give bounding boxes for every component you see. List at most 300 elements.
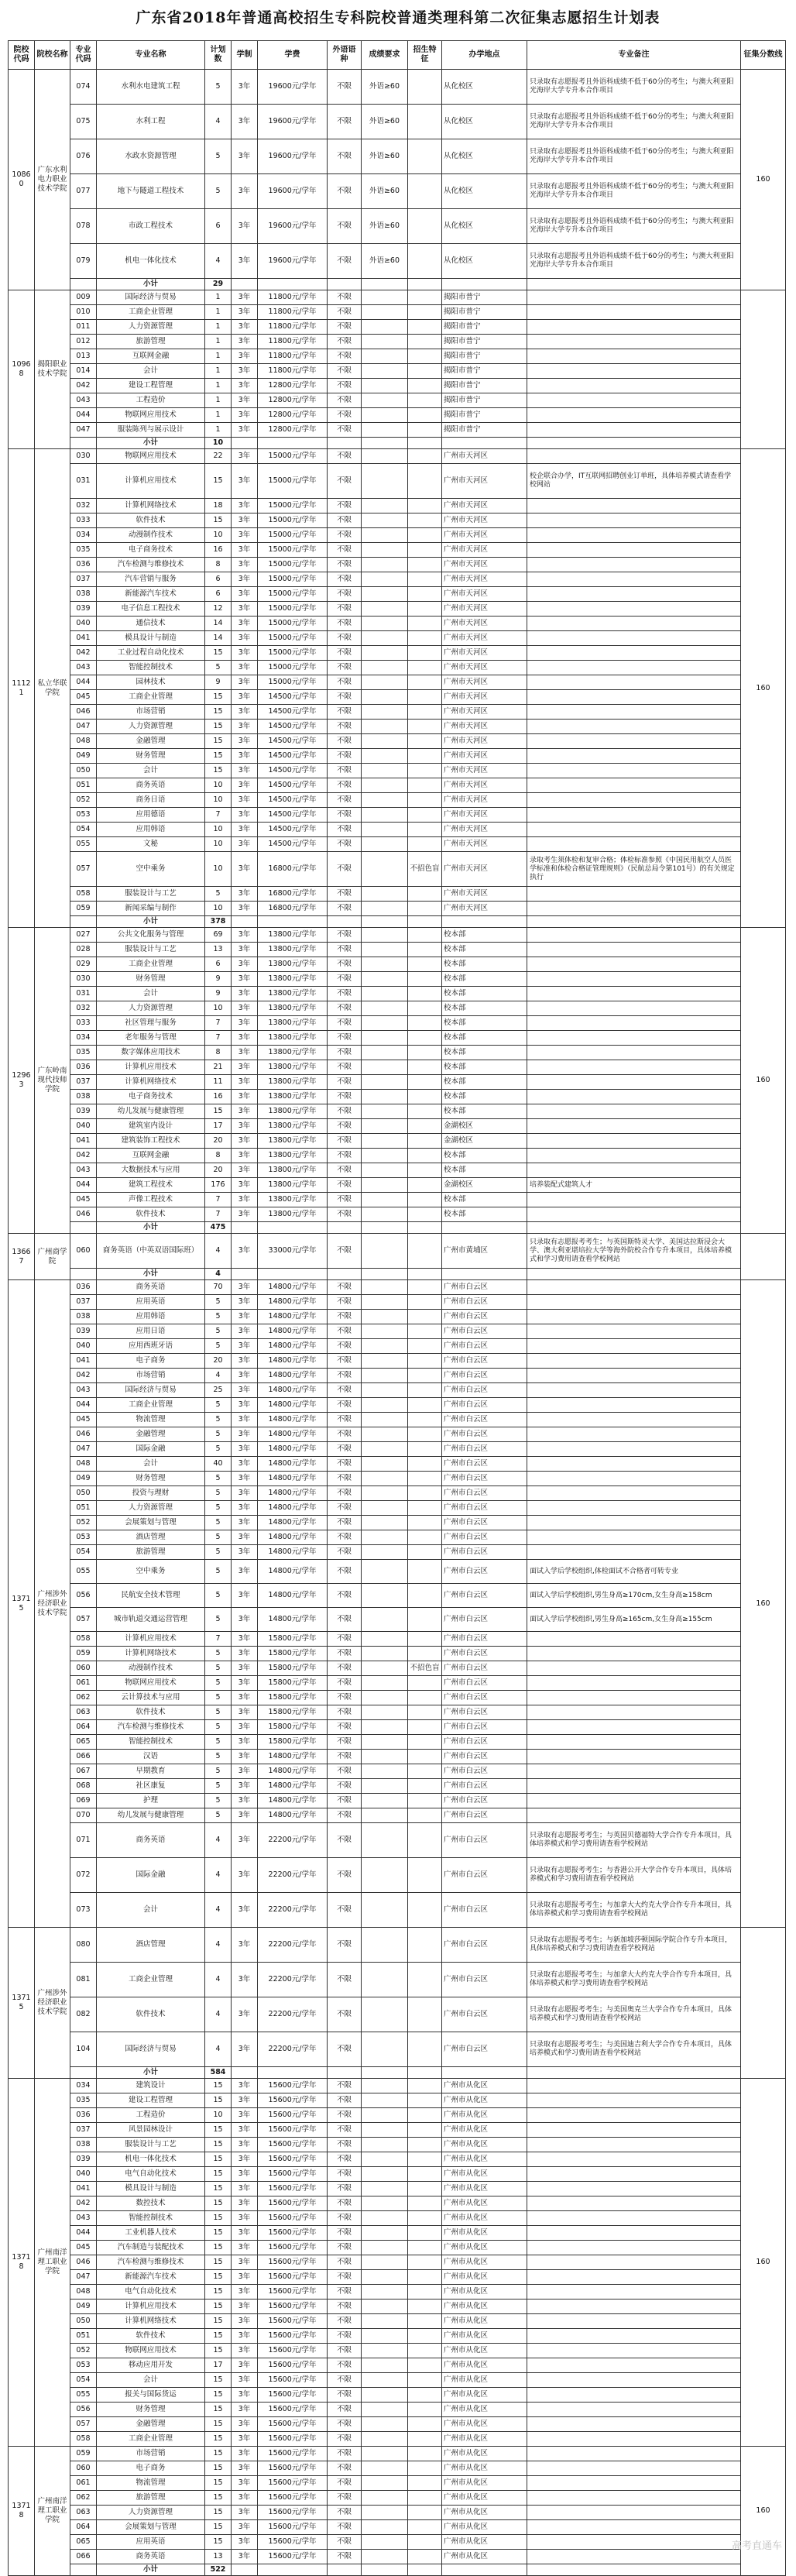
admission-feature	[408, 1720, 442, 1735]
major-code: 038	[70, 2138, 97, 2152]
table-row	[9, 1661, 786, 1676]
tuition: 13800元/学年	[258, 1134, 328, 1149]
score-requirement	[362, 1060, 408, 1075]
major-code: 051	[70, 778, 97, 793]
campus: 广州市白云区	[442, 1295, 527, 1310]
admission-feature	[408, 2550, 442, 2564]
campus: 从化校区	[442, 139, 527, 174]
table-row	[9, 1354, 786, 1369]
campus: 广州市从化区	[442, 2211, 527, 2226]
score-requirement	[362, 1735, 408, 1750]
col-header: 成绩要求	[362, 41, 408, 70]
table-row	[9, 705, 786, 720]
score-requirement	[362, 1001, 408, 1016]
major-note: 面试入学后学校组织,男生身高≥170cm,女生身高≥158cm	[527, 1584, 741, 1608]
major-name: 计算机应用技术	[97, 2300, 205, 2314]
language: 不限	[328, 1090, 362, 1104]
score-requirement	[362, 2270, 408, 2285]
major-code: 037	[70, 1075, 97, 1090]
language: 不限	[328, 1149, 362, 1163]
tuition: 14800元/学年	[258, 1427, 328, 1442]
plan-count: 15	[205, 2138, 232, 2152]
empty-cell	[258, 438, 328, 449]
score-requirement	[362, 2138, 408, 2152]
major-note: 只录取有志愿报考且外语科成绩不低于60分的考生；与澳大利亚阳光海岸大学专升本合作项目	[527, 174, 741, 209]
major-note	[527, 675, 741, 690]
language: 不限	[328, 2226, 362, 2241]
subtotal-value: 4	[205, 1269, 232, 1280]
admission-feature	[408, 1369, 442, 1383]
plan-count: 15	[205, 720, 232, 734]
table-row	[9, 1295, 786, 1310]
major-note	[527, 2285, 741, 2300]
table-row	[9, 1234, 786, 1269]
major-note	[527, 2432, 741, 2447]
major-name: 物联网应用技术	[97, 1676, 205, 1691]
admission-feature	[408, 2211, 442, 2226]
duration: 3年	[232, 2506, 258, 2520]
language: 不限	[328, 379, 362, 393]
campus: 校本部	[442, 1163, 527, 1178]
major-code: 060	[70, 2461, 97, 2476]
table-row	[9, 1149, 786, 1163]
table-row	[9, 209, 786, 244]
duration: 3年	[232, 2314, 258, 2329]
major-code: 078	[70, 209, 97, 244]
col-header: 计划数	[205, 41, 232, 70]
major-name: 旅游管理	[97, 1545, 205, 1560]
major-note	[527, 543, 741, 558]
major-code: 049	[70, 1472, 97, 1486]
admission-feature	[408, 1295, 442, 1310]
duration: 3年	[232, 690, 258, 705]
table-row	[9, 734, 786, 749]
duration: 3年	[232, 617, 258, 631]
campus: 广州市从化区	[442, 2182, 527, 2196]
major-name: 护理	[97, 1794, 205, 1808]
major-code: 033	[70, 1016, 97, 1031]
admission-feature	[408, 1705, 442, 1720]
plan-count: 4	[205, 1893, 232, 1928]
plan-count: 8	[205, 1149, 232, 1163]
col-header: 学制	[232, 41, 258, 70]
score-requirement	[362, 823, 408, 837]
tuition: 11800元/学年	[258, 349, 328, 364]
tuition: 14800元/学年	[258, 1501, 328, 1516]
score-requirement	[362, 1808, 408, 1823]
tuition: 15600元/学年	[258, 2506, 328, 2520]
major-note: 只录取有志愿报考且外语科成绩不低于60分的考生；与澳大利亚阳光海岸大学专升本合作项目	[527, 70, 741, 105]
language: 不限	[328, 2211, 362, 2226]
language: 不限	[328, 764, 362, 778]
score-requirement	[362, 1661, 408, 1676]
major-name: 金融管理	[97, 734, 205, 749]
tuition: 15000元/学年	[258, 675, 328, 690]
tuition: 14500元/学年	[258, 823, 328, 837]
score-requirement	[362, 1764, 408, 1779]
major-note	[527, 2211, 741, 2226]
language: 不限	[328, 1383, 362, 1398]
major-code: 080	[70, 1928, 97, 1963]
plan-count: 21	[205, 1060, 232, 1075]
subtotal-row	[9, 2564, 786, 2576]
major-name: 数字媒体应用技术	[97, 1046, 205, 1060]
language: 不限	[328, 139, 362, 174]
score-requirement	[362, 1354, 408, 1369]
campus: 广州市白云区	[442, 1808, 527, 1823]
empty-cell	[70, 2067, 97, 2079]
major-code: 064	[70, 2520, 97, 2535]
score-requirement	[362, 2300, 408, 2314]
admission-feature	[408, 1413, 442, 1427]
table-row	[9, 174, 786, 209]
major-code: 070	[70, 1808, 97, 1823]
campus: 广州市白云区	[442, 1516, 527, 1530]
admission-feature	[408, 1779, 442, 1794]
major-name: 会计	[97, 2373, 205, 2388]
score-requirement	[362, 1134, 408, 1149]
tuition: 11800元/学年	[258, 290, 328, 305]
major-note: 只录取有志愿报考考生；与加拿大大约克大学合作专升本项目，具体培养模式和学习费用请查看学校网站	[527, 1893, 741, 1928]
tuition: 14800元/学年	[258, 1750, 328, 1764]
table-row	[9, 2329, 786, 2344]
admission-feature	[408, 2138, 442, 2152]
duration: 3年	[232, 2241, 258, 2255]
tuition: 15600元/学年	[258, 2226, 328, 2241]
tuition: 13800元/学年	[258, 1001, 328, 1016]
plan-count: 5	[205, 1750, 232, 1764]
campus: 广州市天河区	[442, 631, 527, 646]
major-code: 074	[70, 70, 97, 105]
duration: 3年	[232, 105, 258, 139]
language: 不限	[328, 449, 362, 464]
major-note	[527, 2447, 741, 2461]
plan-count: 6	[205, 572, 232, 587]
tuition: 22200元/学年	[258, 1928, 328, 1963]
score-requirement	[362, 2196, 408, 2211]
table-row	[9, 1691, 786, 1705]
major-name: 服装设计与工艺	[97, 943, 205, 957]
duration: 3年	[232, 749, 258, 764]
major-name: 国际经济与贸易	[97, 2032, 205, 2067]
language: 不限	[328, 661, 362, 675]
admission-feature	[408, 2373, 442, 2388]
major-name: 物流管理	[97, 1413, 205, 1427]
campus: 广州市白云区	[442, 1608, 527, 1632]
duration: 3年	[232, 513, 258, 528]
tuition: 14800元/学年	[258, 1339, 328, 1354]
major-name: 应用德语	[97, 808, 205, 823]
major-name: 计算机应用技术	[97, 1060, 205, 1075]
duration: 3年	[232, 587, 258, 602]
tuition: 15600元/学年	[258, 2461, 328, 2476]
col-header: 征集分数线	[741, 41, 786, 70]
campus: 广州市白云区	[442, 1501, 527, 1516]
score-requirement	[362, 793, 408, 808]
major-code: 027	[70, 928, 97, 943]
admission-feature	[408, 1608, 442, 1632]
duration: 3年	[232, 1031, 258, 1046]
empty-cell	[258, 916, 328, 928]
plan-count: 6	[205, 587, 232, 602]
score-requirement	[362, 2123, 408, 2138]
tuition: 15600元/学年	[258, 2270, 328, 2285]
major-note	[527, 408, 741, 423]
language: 不限	[328, 1501, 362, 1516]
campus: 校本部	[442, 1031, 527, 1046]
language: 不限	[328, 2108, 362, 2123]
tuition: 13800元/学年	[258, 1119, 328, 1134]
language: 不限	[328, 1104, 362, 1119]
tuition: 14500元/学年	[258, 749, 328, 764]
admission-feature	[408, 2241, 442, 2255]
table-row	[9, 793, 786, 808]
campus: 从化校区	[442, 70, 527, 105]
campus: 广州市白云区	[442, 1427, 527, 1442]
admission-feature	[408, 1134, 442, 1149]
admission-feature: 不招色盲	[408, 852, 442, 887]
admission-feature	[408, 617, 442, 631]
major-code: 047	[70, 2270, 97, 2285]
admission-feature	[408, 602, 442, 617]
duration: 3年	[232, 572, 258, 587]
score-requirement	[362, 543, 408, 558]
table-row	[9, 1676, 786, 1691]
tuition: 14500元/学年	[258, 720, 328, 734]
duration: 3年	[232, 305, 258, 320]
admission-feature	[408, 2358, 442, 2373]
major-note	[527, 2403, 741, 2417]
score-requirement	[362, 690, 408, 705]
major-name: 互联网金融	[97, 349, 205, 364]
major-note	[527, 1516, 741, 1530]
language: 不限	[328, 1928, 362, 1963]
duration: 3年	[232, 1858, 258, 1893]
major-code: 049	[70, 2300, 97, 2314]
campus: 校本部	[442, 1046, 527, 1060]
major-note: 只录取有志愿报考考生；与香港公开大学合作专升本项目，具体培养模式和学习费用请查看学校网站	[527, 1858, 741, 1893]
major-code: 058	[70, 2432, 97, 2447]
major-name: 应用韩语	[97, 823, 205, 837]
language: 不限	[328, 587, 362, 602]
major-code: 060	[70, 1661, 97, 1676]
score-requirement	[362, 661, 408, 675]
plan-count: 4	[205, 1963, 232, 1997]
tuition: 14800元/学年	[258, 1457, 328, 1472]
major-name: 水利水电建筑工程	[97, 70, 205, 105]
major-note	[527, 943, 741, 957]
tuition: 14800元/学年	[258, 1472, 328, 1486]
campus: 广州市白云区	[442, 1997, 527, 2032]
language: 不限	[328, 2138, 362, 2152]
language: 不限	[328, 1280, 362, 1295]
score-requirement	[362, 1632, 408, 1647]
major-name: 国际经济与贸易	[97, 290, 205, 305]
tuition: 11800元/学年	[258, 320, 328, 335]
campus: 广州市天河区	[442, 837, 527, 852]
major-note	[527, 1808, 741, 1823]
major-code: 010	[70, 305, 97, 320]
tuition: 14500元/学年	[258, 837, 328, 852]
table-row	[9, 2373, 786, 2388]
campus: 广州市白云区	[442, 1963, 527, 1997]
duration: 3年	[232, 675, 258, 690]
major-note: 只录取有志愿报考且外语科成绩不低于60分的考生；与澳大利亚阳光海岸大学专升本合作项目	[527, 244, 741, 279]
tuition: 11800元/学年	[258, 364, 328, 379]
score-requirement	[362, 1691, 408, 1705]
major-note	[527, 1031, 741, 1046]
major-code: 039	[70, 1104, 97, 1119]
table-body	[9, 70, 786, 2576]
empty-cell	[232, 2564, 258, 2576]
major-name: 商务英语（中英双语国际班）	[97, 1234, 205, 1269]
major-code: 038	[70, 1090, 97, 1104]
major-note	[527, 2241, 741, 2255]
empty-cell	[527, 916, 741, 928]
tuition: 15600元/学年	[258, 2358, 328, 2373]
score-requirement	[362, 1207, 408, 1222]
duration: 3年	[232, 528, 258, 543]
major-note	[527, 1207, 741, 1222]
school-name: 私立华联学院	[35, 449, 70, 928]
plan-count: 69	[205, 928, 232, 943]
duration: 3年	[232, 808, 258, 823]
tuition: 15000元/学年	[258, 617, 328, 631]
language: 不限	[328, 244, 362, 279]
major-name: 商务英语	[97, 2550, 205, 2564]
score-requirement	[362, 2241, 408, 2255]
score-requirement	[362, 778, 408, 793]
duration: 3年	[232, 1163, 258, 1178]
plan-count: 17	[205, 2358, 232, 2373]
tuition: 12800元/学年	[258, 423, 328, 438]
score-requirement	[362, 631, 408, 646]
major-code: 046	[70, 2255, 97, 2270]
major-code: 047	[70, 1442, 97, 1457]
campus: 广州市天河区	[442, 602, 527, 617]
duration: 3年	[232, 1001, 258, 1016]
tuition: 13800元/学年	[258, 1060, 328, 1075]
plan-count: 5	[205, 1608, 232, 1632]
campus: 广州市从化区	[442, 2476, 527, 2491]
duration: 3年	[232, 2152, 258, 2167]
language: 不限	[328, 364, 362, 379]
major-code: 039	[70, 2152, 97, 2167]
major-name: 物联网应用技术	[97, 408, 205, 423]
campus: 广州市白云区	[442, 1442, 527, 1457]
major-name: 地下与隧道工程技术	[97, 174, 205, 209]
language: 不限	[328, 2358, 362, 2373]
duration: 3年	[232, 2476, 258, 2491]
score-requirement	[362, 2285, 408, 2300]
major-code: 046	[70, 1207, 97, 1222]
language: 不限	[328, 1608, 362, 1632]
duration: 3年	[232, 972, 258, 987]
tuition: 13800元/学年	[258, 1163, 328, 1178]
major-name: 云计算技术与应用	[97, 1691, 205, 1705]
score-requirement	[362, 1295, 408, 1310]
table-row	[9, 852, 786, 887]
major-code: 077	[70, 174, 97, 209]
major-name: 社区康复	[97, 1779, 205, 1794]
campus: 揭阳市普宁	[442, 320, 527, 335]
campus: 广州市白云区	[442, 1647, 527, 1661]
major-code: 063	[70, 2506, 97, 2520]
admission-feature	[408, 2285, 442, 2300]
admission-feature	[408, 1735, 442, 1750]
plan-count: 6	[205, 957, 232, 972]
subtotal-label: 小计	[97, 1222, 205, 1234]
plan-count: 5	[205, 1545, 232, 1560]
major-code: 075	[70, 105, 97, 139]
school-name: 广东岭南现代技师学院	[35, 928, 70, 1234]
duration: 3年	[232, 1963, 258, 1997]
table-row	[9, 2300, 786, 2314]
plan-count: 5	[205, 1442, 232, 1457]
table-row	[9, 1339, 786, 1354]
table-row	[9, 1516, 786, 1530]
tuition: 15600元/学年	[258, 2329, 328, 2344]
tuition: 14800元/学年	[258, 1295, 328, 1310]
major-note	[527, 972, 741, 987]
admission-feature	[408, 1647, 442, 1661]
score-requirement	[362, 617, 408, 631]
campus: 校本部	[442, 1075, 527, 1090]
empty-cell	[328, 916, 362, 928]
major-name: 投资与理财	[97, 1486, 205, 1501]
plan-count: 1	[205, 349, 232, 364]
admission-feature	[408, 2108, 442, 2123]
campus: 广州市天河区	[442, 661, 527, 675]
score-requirement	[362, 379, 408, 393]
plan-count: 15	[205, 2196, 232, 2211]
plan-count: 5	[205, 1705, 232, 1720]
major-note: 面试入学后学校组织,男生身高≥165cm,女生身高≥155cm	[527, 1608, 741, 1632]
admission-feature	[408, 572, 442, 587]
tuition: 15600元/学年	[258, 2417, 328, 2432]
plan-count: 5	[205, 1676, 232, 1691]
plan-count: 15	[205, 690, 232, 705]
admission-feature	[408, 823, 442, 837]
major-code: 057	[70, 2417, 97, 2432]
table-row	[9, 972, 786, 987]
score-requirement	[362, 2373, 408, 2388]
admission-feature	[408, 690, 442, 705]
major-note	[527, 2344, 741, 2358]
empty-cell	[362, 1269, 408, 1280]
score-requirement	[362, 572, 408, 587]
tuition: 15600元/学年	[258, 2285, 328, 2300]
major-code: 043	[70, 661, 97, 675]
empty-cell	[258, 279, 328, 290]
plan-count: 20	[205, 1163, 232, 1178]
admission-feature	[408, 1193, 442, 1207]
language: 不限	[328, 2403, 362, 2417]
table-row	[9, 2196, 786, 2211]
score-requirement	[362, 1413, 408, 1427]
table-row	[9, 2226, 786, 2241]
tuition: 13800元/学年	[258, 1207, 328, 1222]
duration: 3年	[232, 408, 258, 423]
duration: 3年	[232, 1501, 258, 1516]
admission-feature	[408, 2329, 442, 2344]
plan-count: 5	[205, 1516, 232, 1530]
table-row	[9, 364, 786, 379]
table-row	[9, 1858, 786, 1893]
plan-count: 15	[205, 464, 232, 499]
table-row	[9, 423, 786, 438]
major-note: 只录取有志愿报考且外语科成绩不低于60分的考生；与澳大利亚阳光海岸大学专升本合作项目	[527, 105, 741, 139]
